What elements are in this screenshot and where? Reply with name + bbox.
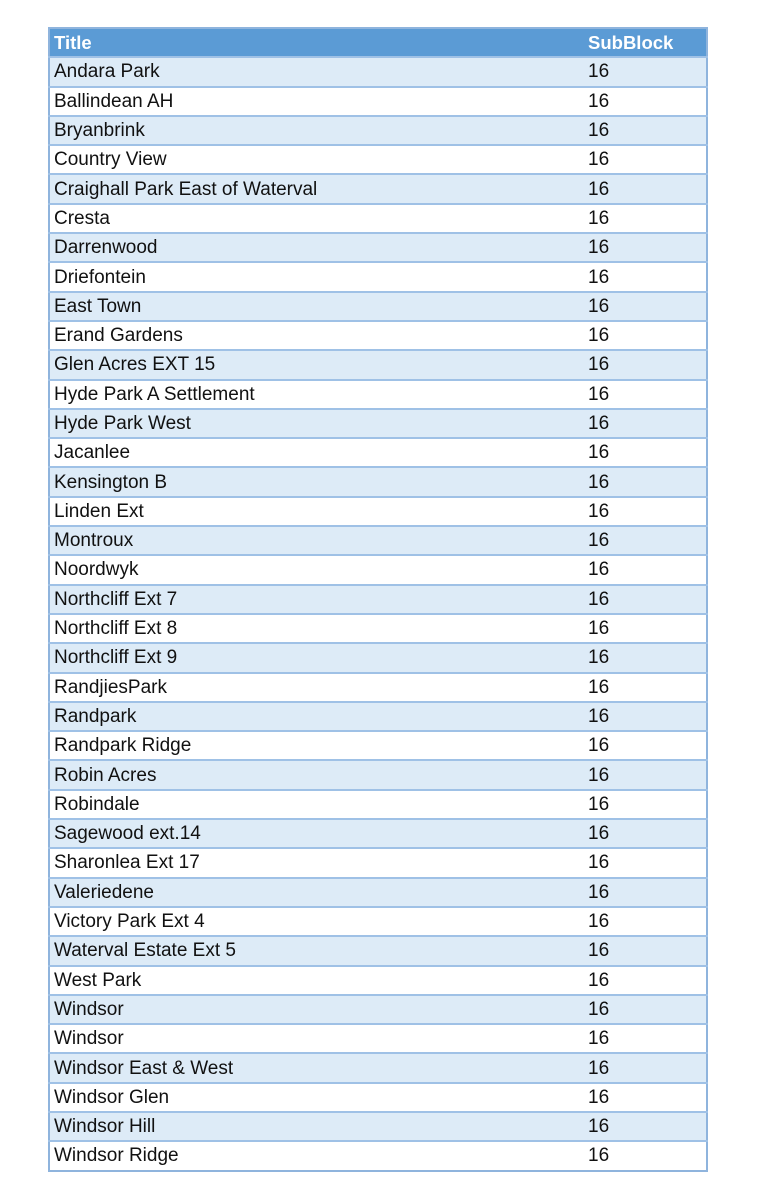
cell-subblock: 16 xyxy=(584,1141,707,1170)
cell-title: Sharonlea Ext 17 xyxy=(49,848,584,877)
cell-title: Robindale xyxy=(49,790,584,819)
cell-subblock: 16 xyxy=(584,1053,707,1082)
cell-subblock: 16 xyxy=(584,673,707,702)
cell-title: RandjiesPark xyxy=(49,673,584,702)
cell-subblock: 16 xyxy=(584,380,707,409)
table-row xyxy=(49,1024,707,1053)
table-row xyxy=(49,497,707,526)
cell-title: Glen Acres EXT 15 xyxy=(49,350,584,379)
cell-subblock: 16 xyxy=(584,643,707,672)
cell-subblock: 16 xyxy=(584,614,707,643)
cell-subblock: 16 xyxy=(584,819,707,848)
table-row xyxy=(49,790,707,819)
table-row xyxy=(49,87,707,116)
cell-subblock: 16 xyxy=(584,848,707,877)
cell-subblock: 16 xyxy=(584,1083,707,1112)
cell-subblock: 16 xyxy=(584,292,707,321)
table-row xyxy=(49,585,707,614)
cell-subblock: 16 xyxy=(584,760,707,789)
cell-title: Linden Ext xyxy=(49,497,584,526)
table-row xyxy=(49,878,707,907)
table-row xyxy=(49,936,707,965)
cell-title: Windsor East & West xyxy=(49,1053,584,1082)
cell-subblock: 16 xyxy=(584,174,707,203)
cell-title: Windsor xyxy=(49,995,584,1024)
table-row xyxy=(49,438,707,467)
cell-title: Sagewood ext.14 xyxy=(49,819,584,848)
cell-subblock: 16 xyxy=(584,321,707,350)
cell-subblock: 16 xyxy=(584,87,707,116)
table-row xyxy=(49,1053,707,1082)
cell-subblock: 16 xyxy=(584,790,707,819)
table-row xyxy=(49,204,707,233)
cell-subblock: 16 xyxy=(584,1112,707,1141)
table-row xyxy=(49,174,707,203)
table-row xyxy=(49,673,707,702)
cell-title: Kensington B xyxy=(49,467,584,496)
cell-title: Valeriedene xyxy=(49,878,584,907)
cell-subblock: 16 xyxy=(584,350,707,379)
table-row xyxy=(49,702,707,731)
cell-title: Randpark Ridge xyxy=(49,731,584,760)
cell-subblock: 16 xyxy=(584,878,707,907)
cell-title: Cresta xyxy=(49,204,584,233)
cell-title: Northcliff Ext 8 xyxy=(49,614,584,643)
cell-subblock: 16 xyxy=(584,936,707,965)
cell-subblock: 16 xyxy=(584,204,707,233)
cell-title: Craighall Park East of Waterval xyxy=(49,174,584,203)
table-row xyxy=(49,467,707,496)
cell-title: Hyde Park West xyxy=(49,409,584,438)
table-body xyxy=(49,57,707,1170)
cell-title: Robin Acres xyxy=(49,760,584,789)
table-row xyxy=(49,1112,707,1141)
table-row xyxy=(49,409,707,438)
cell-subblock: 16 xyxy=(584,526,707,555)
cell-title: Waterval Estate Ext 5 xyxy=(49,936,584,965)
cell-subblock: 16 xyxy=(584,262,707,291)
cell-subblock: 16 xyxy=(584,995,707,1024)
cell-title: Ballindean AH xyxy=(49,87,584,116)
cell-title: Windsor Glen xyxy=(49,1083,584,1112)
cell-title: Darrenwood xyxy=(49,233,584,262)
table-row xyxy=(49,731,707,760)
cell-title: Country View xyxy=(49,145,584,174)
table-row xyxy=(49,57,707,86)
table-row xyxy=(49,614,707,643)
cell-subblock: 16 xyxy=(584,497,707,526)
table-row xyxy=(49,380,707,409)
cell-subblock: 16 xyxy=(584,438,707,467)
cell-subblock: 16 xyxy=(584,233,707,262)
cell-title: Victory Park Ext 4 xyxy=(49,907,584,936)
cell-title: Hyde Park A Settlement xyxy=(49,380,584,409)
cell-subblock: 16 xyxy=(584,57,707,86)
table-row xyxy=(49,819,707,848)
cell-title: Montroux xyxy=(49,526,584,555)
table-row xyxy=(49,262,707,291)
cell-title: Erand Gardens xyxy=(49,321,584,350)
cell-title: Andara Park xyxy=(49,57,584,86)
table-row xyxy=(49,555,707,584)
suburb-table-container xyxy=(48,27,706,1172)
cell-title: Jacanlee xyxy=(49,438,584,467)
cell-title: Windsor Ridge xyxy=(49,1141,584,1170)
cell-subblock: 16 xyxy=(584,145,707,174)
cell-subblock: 16 xyxy=(584,409,707,438)
cell-title: Windsor Hill xyxy=(49,1112,584,1141)
cell-title: East Town xyxy=(49,292,584,321)
cell-subblock: 16 xyxy=(584,555,707,584)
header-row xyxy=(49,28,707,57)
table-row xyxy=(49,1083,707,1112)
table-row xyxy=(49,292,707,321)
table-row xyxy=(49,526,707,555)
table-row xyxy=(49,907,707,936)
table-row xyxy=(49,1141,707,1170)
cell-subblock: 16 xyxy=(584,731,707,760)
cell-subblock: 16 xyxy=(584,966,707,995)
cell-title: West Park xyxy=(49,966,584,995)
cell-title: Northcliff Ext 7 xyxy=(49,585,584,614)
table-header xyxy=(49,28,707,57)
table-row xyxy=(49,233,707,262)
cell-subblock: 16 xyxy=(584,116,707,145)
cell-subblock: 16 xyxy=(584,907,707,936)
cell-title: Noordwyk xyxy=(49,555,584,584)
table-row xyxy=(49,350,707,379)
column-header-title: Title xyxy=(49,28,584,57)
column-header-subblock: SubBlock xyxy=(584,28,707,57)
table-row xyxy=(49,760,707,789)
cell-title: Bryanbrink xyxy=(49,116,584,145)
table-row xyxy=(49,116,707,145)
table-row xyxy=(49,995,707,1024)
cell-title: Northcliff Ext 9 xyxy=(49,643,584,672)
table-row xyxy=(49,643,707,672)
table-row xyxy=(49,321,707,350)
table-row xyxy=(49,966,707,995)
table-row xyxy=(49,145,707,174)
cell-subblock: 16 xyxy=(584,467,707,496)
table-row xyxy=(49,848,707,877)
cell-subblock: 16 xyxy=(584,702,707,731)
cell-title: Driefontein xyxy=(49,262,584,291)
cell-subblock: 16 xyxy=(584,1024,707,1053)
cell-subblock: 16 xyxy=(584,585,707,614)
cell-title: Windsor xyxy=(49,1024,584,1053)
cell-title: Randpark xyxy=(49,702,584,731)
suburb-table xyxy=(48,27,708,1172)
